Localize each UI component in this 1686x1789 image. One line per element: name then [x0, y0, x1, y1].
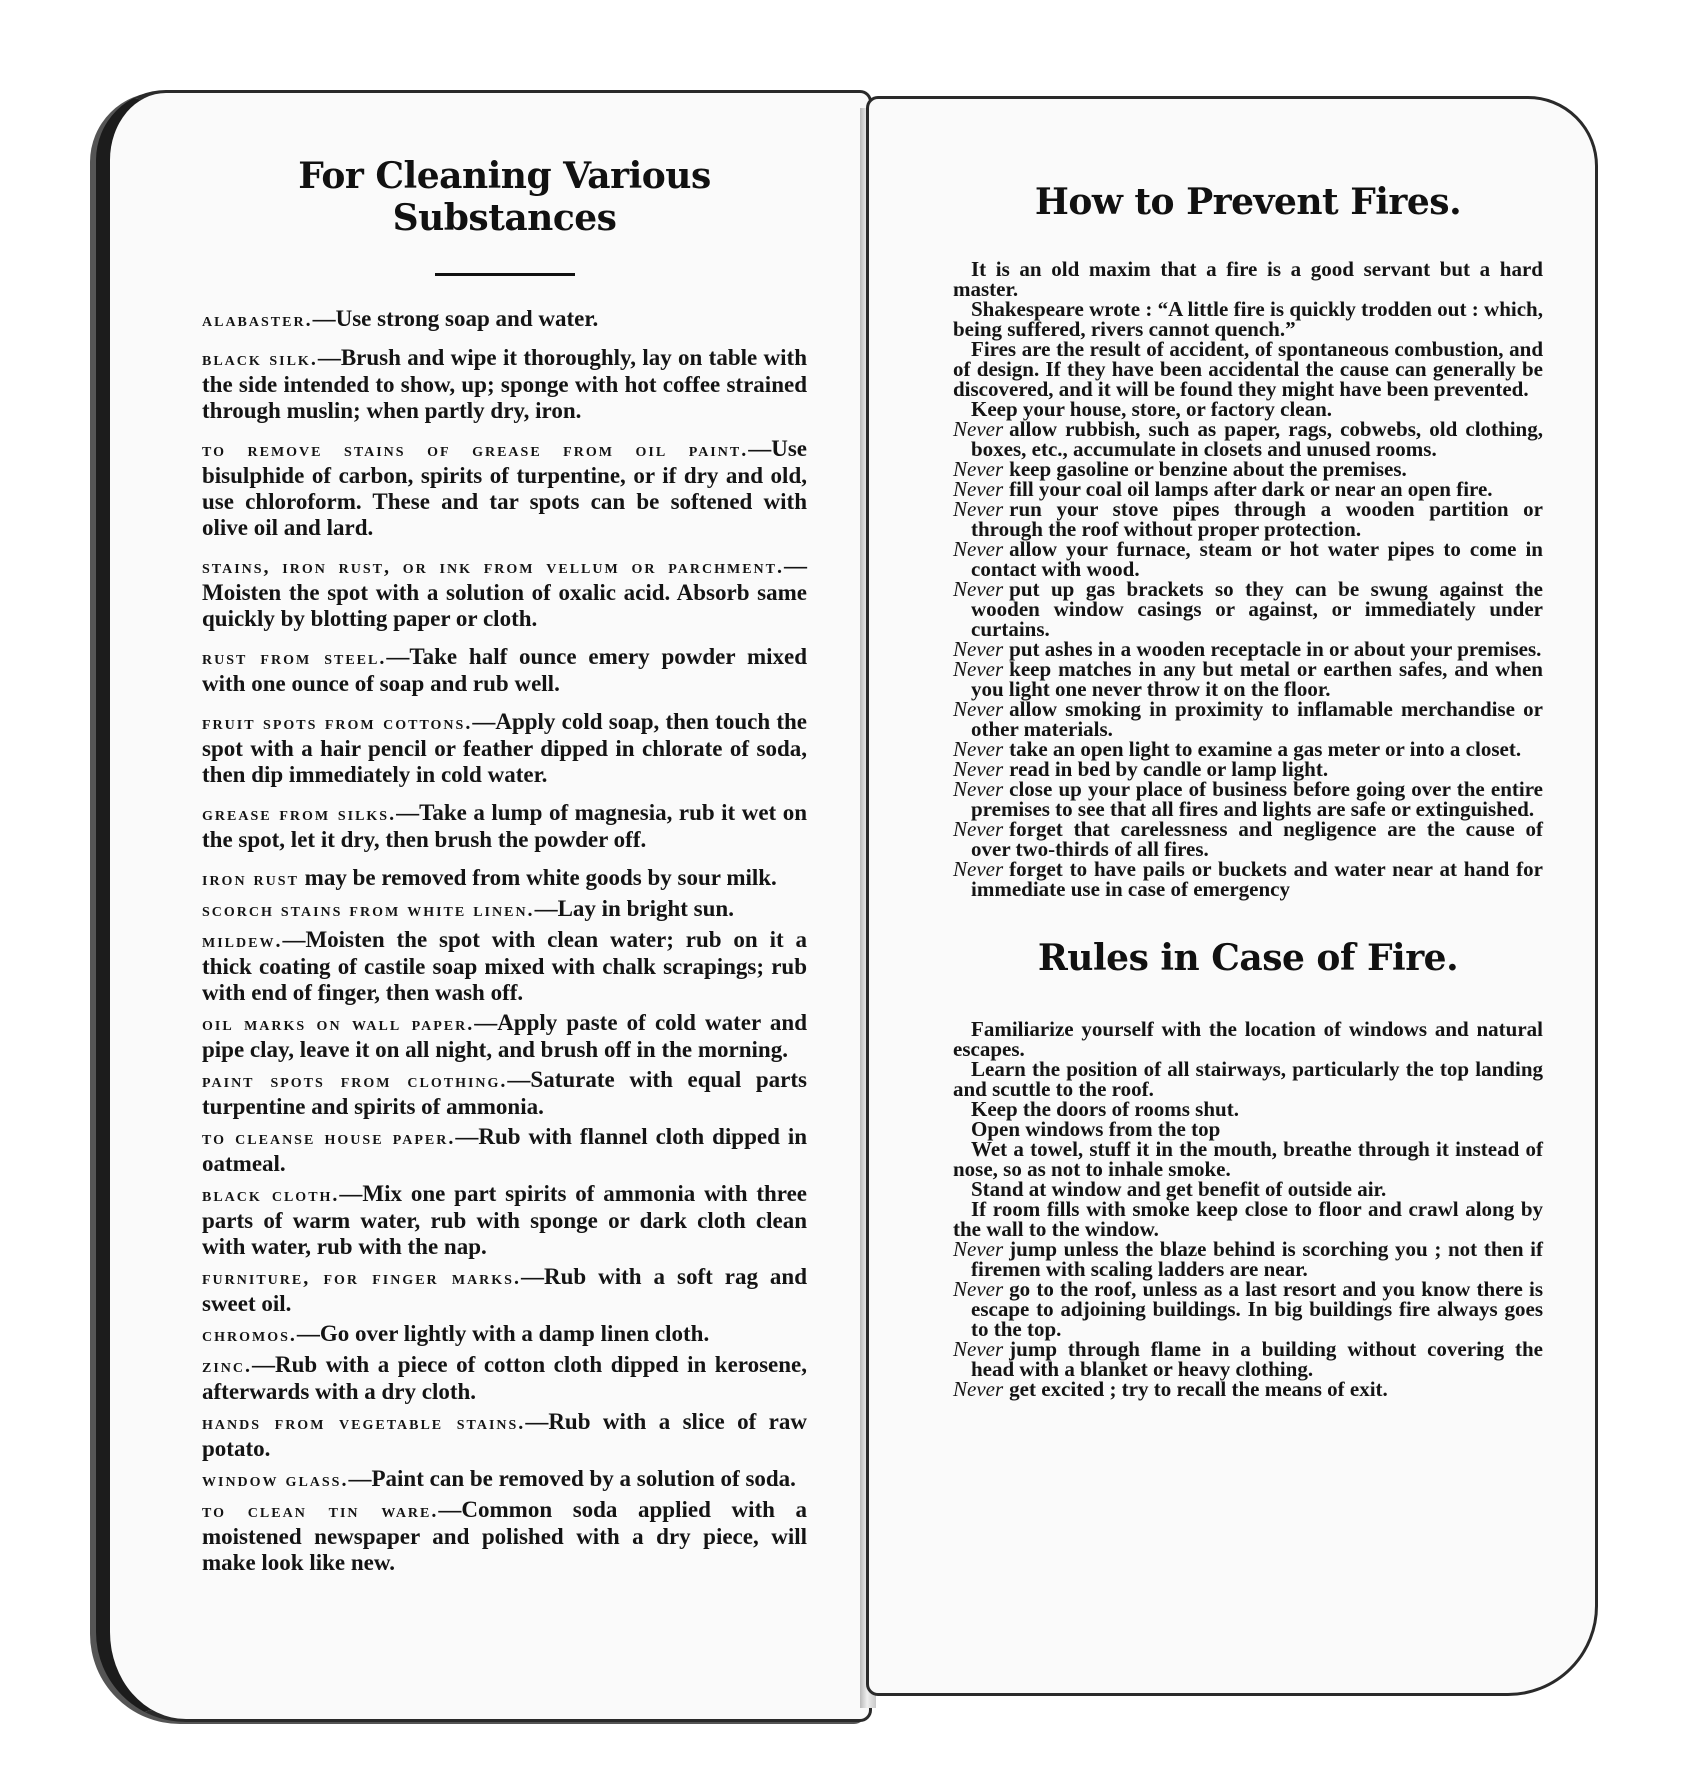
- never-word: Never: [953, 417, 1004, 441]
- never-text: jump unless the blaze behind is scorching you ; not then if firemen with scaling ladders are near.: [971, 1237, 1543, 1281]
- never-text: forget that carelessness and negligence are the cause of over two-thirds of all fires.: [971, 817, 1543, 861]
- never-word: Never: [953, 757, 1004, 781]
- cleaning-entry: [202, 436, 807, 541]
- never-text: keep gasoline or benzine about the premises.: [1009, 457, 1407, 481]
- right-page-content: [953, 181, 1543, 1399]
- entry-term: to remove stains of grease from oil paint.: [202, 439, 749, 461]
- never-text: fill your coal oil lamps after dark or near an open fire.: [1009, 477, 1493, 501]
- never-text: jump through flame in a building without covering the head with a blanket or heavy clothing.: [971, 1337, 1543, 1381]
- never-item: [953, 779, 1543, 819]
- title-rule: [435, 273, 575, 276]
- never-word: Never: [953, 457, 1004, 481]
- entry-term: hands from vegetable stains.: [202, 1412, 526, 1434]
- paragraph: Learn the position of all stairways, particularly the top landing and scuttle to the roof.: [953, 1057, 1543, 1101]
- entry-text: —Common soda applied with a moistened newspaper and polished with a dry piece, will make look like new.: [202, 1497, 807, 1575]
- never-word: Never: [953, 1377, 1004, 1401]
- paragraph: Stand at window and get benefit of outside air.: [971, 1177, 1387, 1201]
- never-text: close up your place of business before going over the entire premises to see that all fires and lights are safe or extinguished.: [971, 777, 1543, 821]
- entry-text: —Rub with a soft rag and sweet oil.: [202, 1264, 807, 1316]
- entry-text: may be removed from white goods by sour milk.: [298, 865, 777, 890]
- entry-term: paint spots from clothing.: [202, 1070, 508, 1092]
- cleaning-entries: [202, 306, 807, 1576]
- cleaning-entry: [202, 1409, 807, 1462]
- cleaning-entry: [202, 553, 807, 632]
- never-text: put up gas brackets so they can be swung against the wooden window casings or against, or immediately under curtains.: [971, 577, 1543, 641]
- entry-text: —Paint can be removed by a solution of soda.: [348, 1466, 796, 1491]
- never-item: [953, 419, 1543, 459]
- cleaning-entry: [202, 644, 807, 697]
- entry-text: —Mix one part spirits of ammonia with three parts of warm water, rub with sponge or dark cloth clean with water, rub with the nap.: [202, 1181, 807, 1259]
- paragraph: Keep your house, store, or factory clean.: [971, 397, 1333, 421]
- never-text: read in bed by candle or lamp light.: [1009, 757, 1329, 781]
- never-item: [953, 699, 1543, 739]
- entry-text: —Take half ounce emery powder mixed with one ounce of soap and rub well.: [202, 644, 808, 696]
- never-text: forget to have pails or buckets and water near at hand for immediate use in case of emergency: [971, 857, 1543, 901]
- never-word: Never: [953, 577, 1004, 601]
- paragraph: It is an old maxim that a fire is a good servant but a hard master.: [953, 257, 1543, 301]
- never-word: Never: [953, 857, 1004, 881]
- cleaning-entry: [202, 1010, 807, 1063]
- paragraph: Familiarize yourself with the location of windows and natural escapes.: [953, 1017, 1543, 1061]
- entry-term: black cloth.: [202, 1184, 340, 1206]
- entry-text: —Lay in bright sun.: [534, 896, 734, 921]
- never-text: keep matches in any but metal or earthen safes, and when you light one never throw it on the floor.: [971, 657, 1543, 701]
- entry-term: grease from silks.: [202, 803, 397, 825]
- entry-term: to cleanse house paper.: [202, 1127, 456, 1149]
- entry-text: —Moisten the spot with clean water; rub on it a thick coating of castile soap mixed with chalk scrapings; rub with end of finger, then wash off.: [202, 927, 807, 1005]
- never-word: Never: [953, 817, 1004, 841]
- never-text: go to the roof, unless as a last resort and you know there is escape to adjoining buildings. In big buildings fire always goes to the top.: [971, 1277, 1543, 1341]
- never-item: [953, 859, 1543, 899]
- cleaning-entry: [202, 306, 807, 333]
- never-item: [953, 1239, 1543, 1279]
- entry-text: —Rub with flannel cloth dipped in oatmeal.: [202, 1124, 807, 1176]
- entry-term: chromos.: [202, 1324, 297, 1346]
- entry-term: alabaster.: [202, 309, 313, 331]
- entry-term: scorch stains from white linen.: [202, 899, 535, 921]
- cleaning-entry: [202, 1321, 807, 1348]
- cleaning-entry: [202, 927, 807, 1006]
- never-text: take an open light to examine a gas meter or into a closet.: [1009, 737, 1522, 761]
- never-word: Never: [953, 537, 1004, 561]
- never-item: [953, 759, 1543, 779]
- cleaning-entry: [202, 1067, 807, 1120]
- rules-never-list: [953, 1239, 1543, 1399]
- left-page: [96, 90, 872, 1722]
- never-word: Never: [953, 777, 1004, 801]
- never-word: Never: [953, 1277, 1004, 1301]
- entry-term: mildew.: [202, 930, 283, 952]
- entry-text: —Rub with a slice of raw potato.: [202, 1409, 807, 1461]
- never-item: [953, 639, 1543, 659]
- never-item: [953, 659, 1543, 699]
- paragraph: Wet a towel, stuff it in the mouth, breathe through it instead of nose, so as not to inhale smoke.: [953, 1137, 1543, 1181]
- never-word: Never: [953, 737, 1004, 761]
- paragraph: Shakespeare wrote : “A little fire is quickly trodden out : which, being suffered, rivers cannot quench.”: [953, 297, 1543, 341]
- never-text: put ashes in a wooden receptacle in or about your premises.: [1009, 637, 1542, 661]
- entry-term: zinc.: [202, 1355, 253, 1377]
- never-word: Never: [953, 497, 1004, 521]
- never-item: [953, 539, 1543, 579]
- prevent-fires-title: How to Prevent Fires.: [1034, 181, 1462, 223]
- left-page-content: [202, 155, 807, 1580]
- never-text: run your stove pipes through a wooden partition or through the roof without proper protection.: [971, 497, 1543, 541]
- entry-term: rust from steel.: [202, 647, 387, 669]
- entry-term: oil marks on wall paper.: [202, 1013, 475, 1035]
- cleaning-entry: [202, 1264, 807, 1317]
- open-booklet: [96, 78, 1598, 1718]
- entry-text: —Go over lightly with a damp linen cloth.: [296, 1321, 710, 1346]
- cleaning-entry: [202, 345, 807, 424]
- entry-term: fruit spots from cottons.: [202, 712, 473, 734]
- never-word: Never: [953, 637, 1004, 661]
- entry-text: —Saturate with equal parts turpentine and spirits of ammonia.: [202, 1067, 807, 1119]
- cleaning-entry: [202, 1181, 807, 1260]
- never-item: [953, 579, 1543, 639]
- paragraph: Fires are the result of accident, of spontaneous combustion, and of design. If they have been accidental the cause can generally be discovered, and it will be found they might have been prevented.: [953, 337, 1543, 401]
- never-item: [953, 1279, 1543, 1339]
- never-text: get excited ; try to recall the means of exit.: [1009, 1377, 1388, 1401]
- paragraph: If room fills with smoke keep close to floor and crawl along by the wall to the window.: [953, 1197, 1543, 1241]
- never-item: [953, 499, 1543, 539]
- entry-term: window glass.: [202, 1469, 349, 1491]
- entry-text: —Apply paste of cold water and pipe clay, leave it on all night, and brush off in the morning.: [202, 1010, 807, 1062]
- entry-text: —Use strong soap and water.: [312, 306, 599, 331]
- never-item: [953, 739, 1543, 759]
- never-item: [953, 1339, 1543, 1379]
- entry-text: —Apply cold soap, then touch the spot with a hair pencil or feather dipped in chlorate of soda, then dip immediately in cold water.: [202, 709, 807, 787]
- prevent-fires-intro: [953, 259, 1543, 419]
- paragraph: Open windows from the top: [971, 1117, 1221, 1141]
- entry-term: furniture, for finger marks.: [202, 1267, 521, 1289]
- entry-text: —Moisten the spot with a solution of oxalic acid. Absorb same quickly by blotting paper or cloth.: [202, 553, 807, 631]
- entry-term: black silk.: [202, 348, 318, 370]
- cleaning-entry: [202, 709, 807, 788]
- cleaning-entry: [202, 865, 807, 892]
- cleaning-entry: [202, 896, 807, 923]
- cleaning-entry: [202, 1497, 807, 1576]
- never-item: [953, 459, 1543, 479]
- never-item: [953, 819, 1543, 859]
- entry-term: stains, iron rust, or ink from vellum or parchment.: [202, 556, 784, 578]
- cleaning-entry: [202, 1466, 807, 1493]
- never-item: [953, 479, 1543, 499]
- never-word: Never: [953, 657, 1004, 681]
- entry-text: —Take a lump of magnesia, rub it wet on the spot, let it dry, then brush the powder off.: [202, 800, 807, 852]
- never-word: Never: [953, 697, 1004, 721]
- entry-text: —Use bisulphide of carbon, spirits of turpentine, or if dry and old, use chloroform. These and tar spots can be softened with olive oil and lard.: [202, 436, 807, 540]
- never-word: Never: [953, 1237, 1004, 1261]
- prevent-fires-never-list: [953, 419, 1543, 899]
- right-page: [866, 96, 1598, 1696]
- never-text: allow rubbish, such as paper, rags, cobwebs, old clothing, boxes, etc., accumulate in closets and unused rooms.: [971, 417, 1543, 461]
- never-word: Never: [953, 477, 1004, 501]
- never-item: [953, 1379, 1543, 1399]
- cleaning-entry: [202, 1352, 807, 1405]
- entry-term: iron rust: [202, 868, 299, 890]
- cleaning-entry: [202, 800, 807, 853]
- rules-title: Rules in Case of Fire.: [1037, 937, 1459, 979]
- cleaning-title: For Cleaning Various Substances: [298, 155, 711, 239]
- cleaning-entry: [202, 1124, 807, 1177]
- paragraph: Keep the doors of rooms shut.: [971, 1097, 1239, 1121]
- rules-intro: [953, 1019, 1543, 1239]
- entry-text: —Brush and wipe it thoroughly, lay on table with the side intended to show, up; sponge with hot coffee strained through muslin; when partly dry, iron.: [202, 345, 807, 423]
- entry-text: —Rub with a piece of cotton cloth dipped in kerosene, afterwards with a dry cloth.: [202, 1352, 807, 1404]
- never-word: Never: [953, 1337, 1004, 1361]
- never-text: allow your furnace, steam or hot water pipes to come in contact with wood.: [971, 537, 1543, 581]
- entry-term: to clean tin ware.: [202, 1500, 439, 1522]
- never-text: allow smoking in proximity to inflamable merchandise or other materials.: [971, 697, 1543, 741]
